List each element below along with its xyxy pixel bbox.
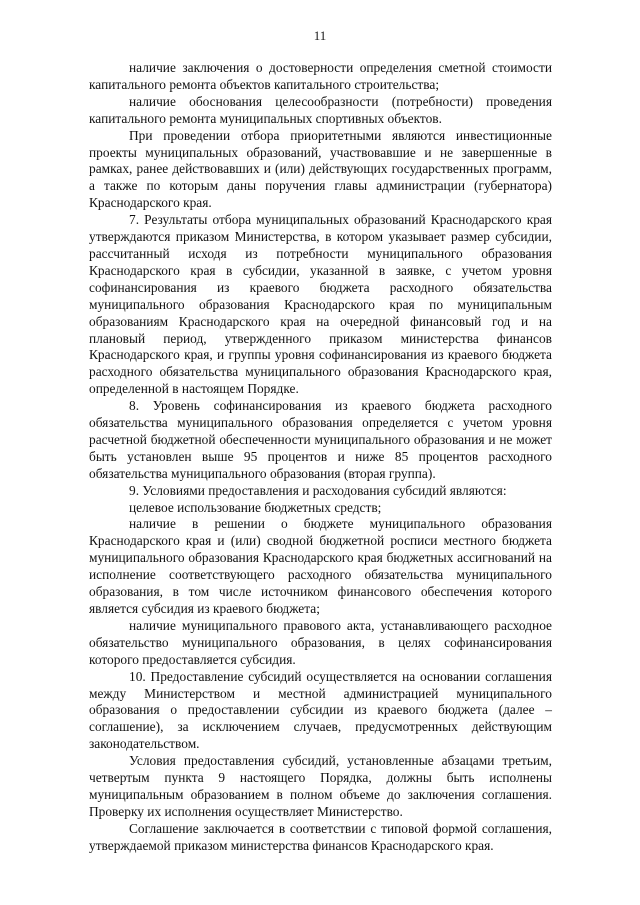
paragraph: 10. Предоставление субсидий осуществляется на основании соглашения между Министерством и местной администрацией муниципального образования о предоставлении субсидии из краевого бюджета (далее – соглашение), за исключением случаев, предусмотренных действующим законодательством. xyxy=(89,668,552,752)
paragraph: наличие в решении о бюджете муниципального образования Краснодарского края и (или) сводной бюджетной росписи местного бюджета муниципального образования Краснодарского края бюджетных ассигнований на исполнение соответствующего расходного обязательства муниципального образования, в том числе источником финансового обеспечения которого является субсидия из краевого бюджета; xyxy=(89,516,552,616)
paragraph: наличие обоснования целесообразности (потребности) проведения капитального ремонта муниципальных спортивных объектов. xyxy=(89,93,552,126)
paragraph: Условия предоставления субсидий, установленные абзацами третьим, четвертым пункта 9 настоящего Порядка, должны быть исполнены муниципальным образованием в полном объеме до заключения соглашения. Проверку их исполнения осуществляет Министерство. xyxy=(89,753,552,819)
document-body xyxy=(89,60,552,855)
paragraph: Соглашение заключается в соответствии с типовой формой соглашения, утверждаемой приказом министерства финансов Краснодарского края. xyxy=(89,820,552,853)
paragraph: 9. Условиями предоставления и расходования субсидий являются: xyxy=(129,482,507,498)
paragraph: наличие заключения о достоверности определения сметной стоимости капитального ремонта объектов капитального строительства; xyxy=(89,60,552,92)
paragraph: При проведении отбора приоритетными являются инвестиционные проекты муниципальных образований, участвовавшие и не завершенные в рамках, ранее действовавших и (или) действующих государственных программ, а также по которым даны поручения главы администрации (губернатора) Краснодарского края. xyxy=(89,127,552,211)
page-number: 11 xyxy=(313,28,327,43)
paragraph: целевое использование бюджетных средств; xyxy=(129,499,382,515)
paragraph: 8. Уровень софинансирования из краевого бюджета расходного обязательства муниципального образования определяется с учетом уровня расчетной бюджетной обеспеченности муниципального образования и не может быть установлен выше 95 процентов и ниже 85 процентов расходного обязательства муниципального образования (вторая группа). xyxy=(89,398,552,481)
paragraph: 7. Результаты отбора муниципальных образований Краснодарского края утверждаются приказом Министерства, в котором указывает размер субсидии, рассчитанный исходя из потребности муниципального образования Краснодарского края в субсидии, указанной в заявке, с учетом уровня софинансирования из краевого бюджета расходного обязательства муниципального образования Краснодарского края по муниципальным образованиям Краснодарского края на очередной финансовый год и на плановый период, утвержденного приказом министерства финансов Краснодарского края, и группы уровня софинансирования из краевого бюджета расходного обязательства муниципального образования Краснодарского края, определенной в настоящем Порядке. xyxy=(89,212,552,397)
paragraph: наличие муниципального правового акта, устанавливающего расходное обязательство муниципального образования, в целях софинансирования которого предоставляется субсидия. xyxy=(89,617,552,667)
